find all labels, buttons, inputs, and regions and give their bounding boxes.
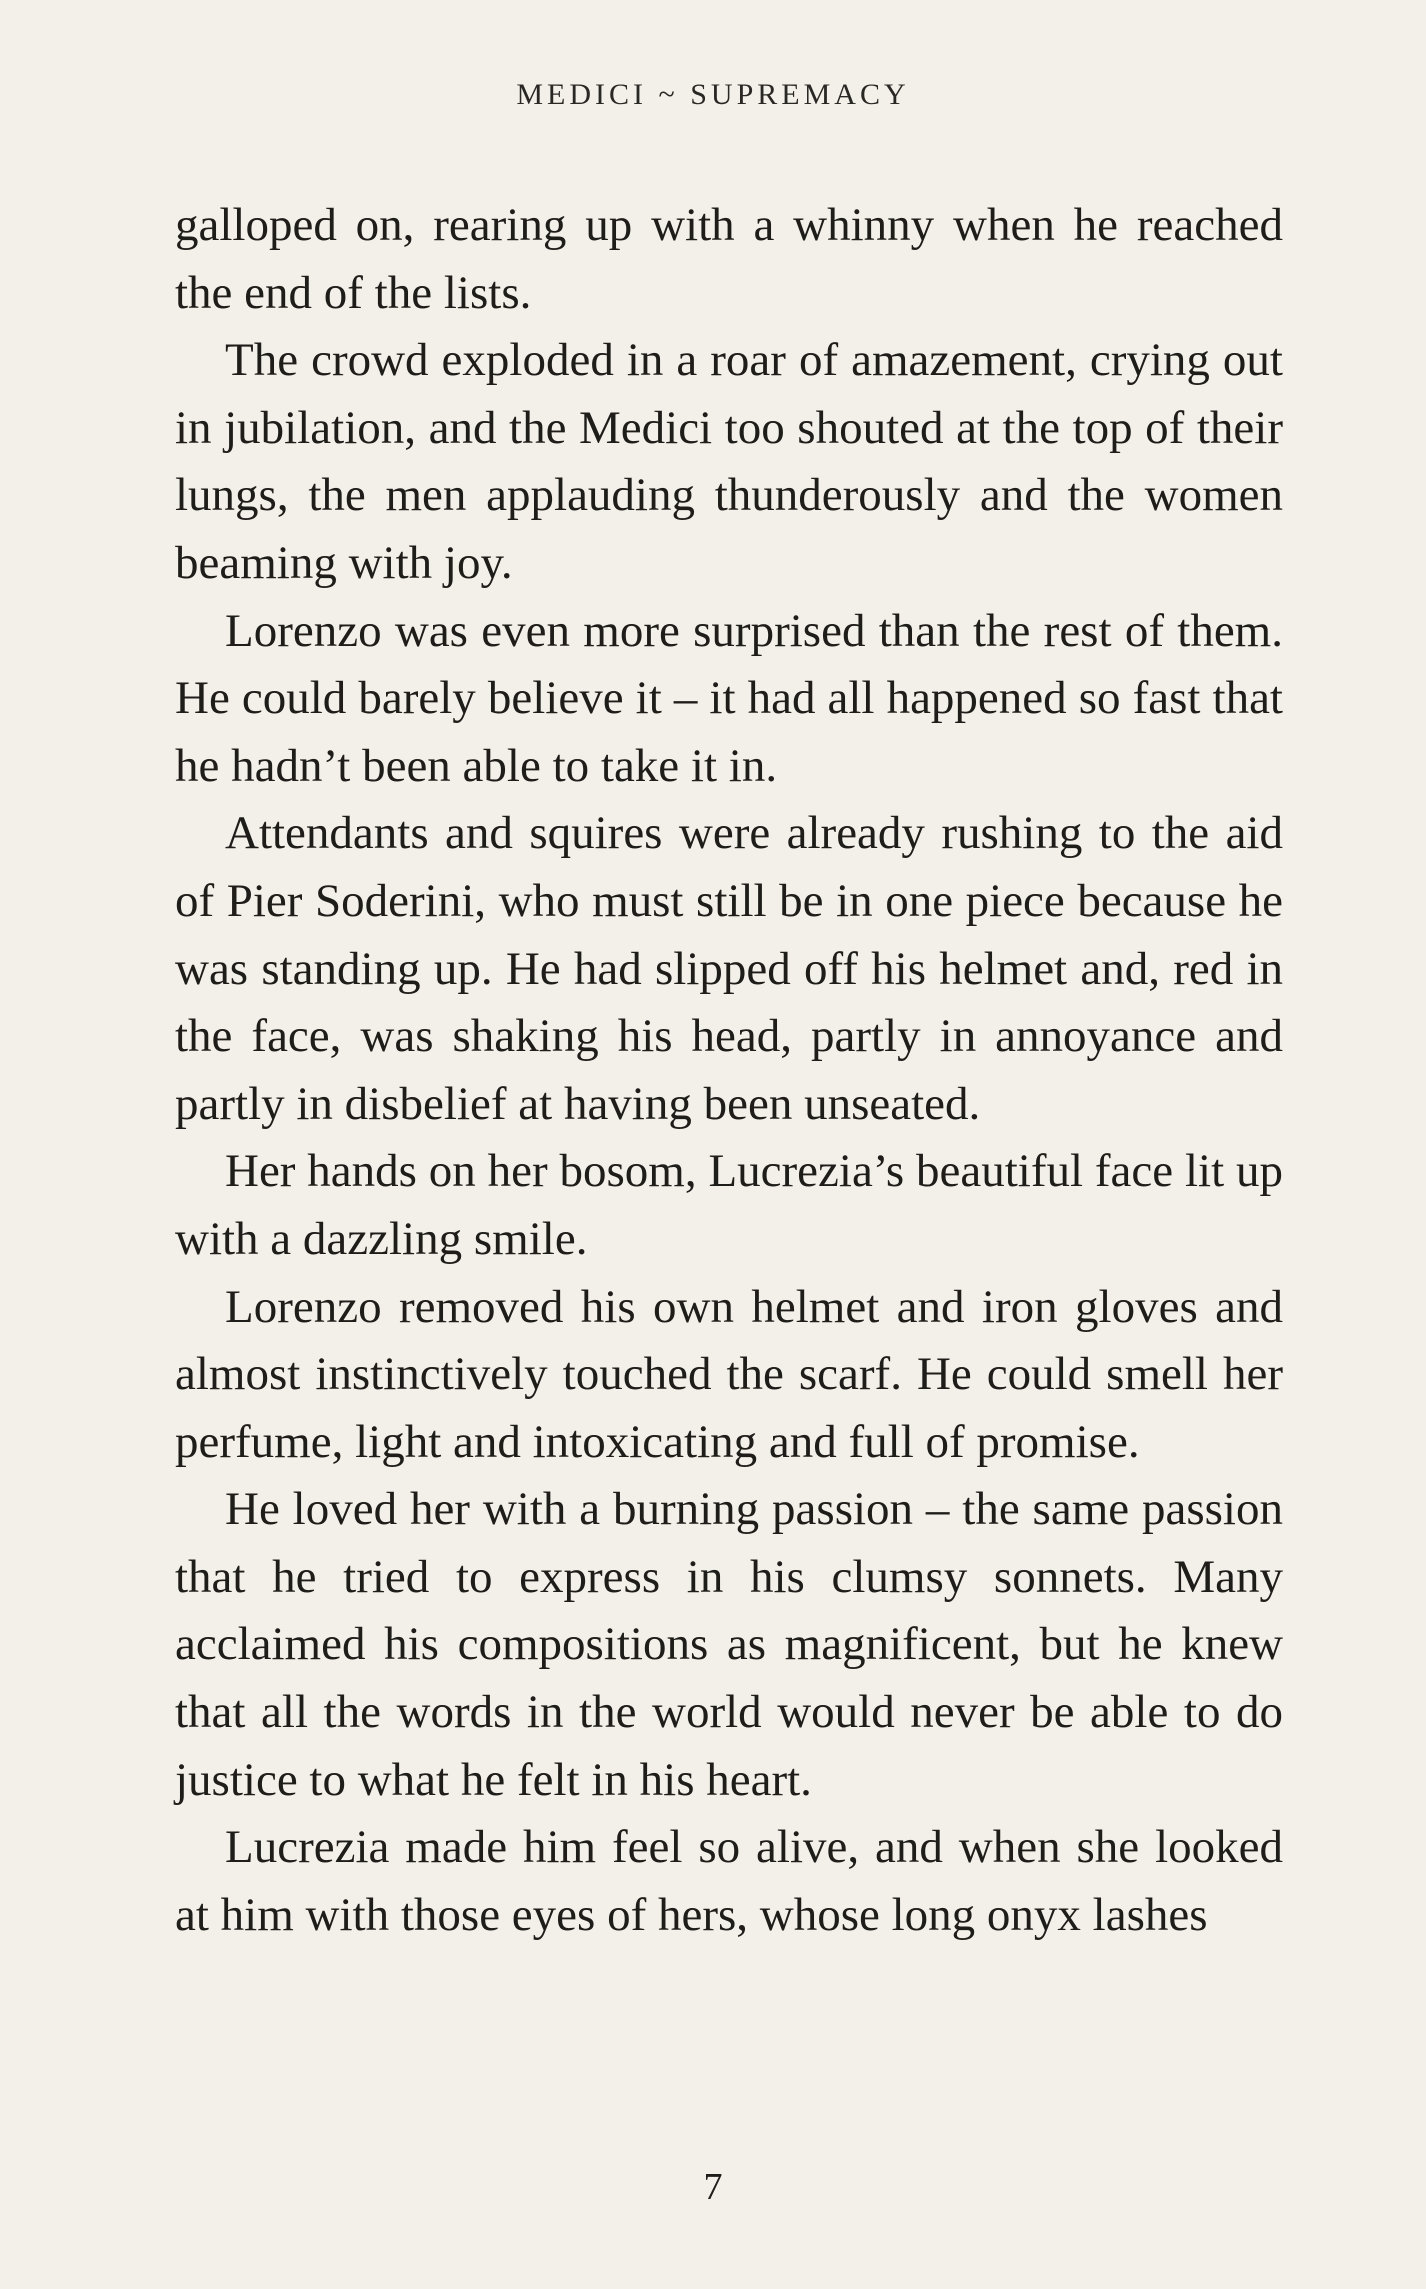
- paragraph: galloped on, rearing up with a whinny when he reached the end of the lists.: [175, 199, 1283, 319]
- running-head: MEDICI ~ SUPREMACY: [516, 78, 910, 111]
- paragraph: Her hands on her bosom, Lucrezia’s beautiful face lit up with a dazzling smile.: [175, 1145, 1283, 1265]
- paragraph: Lorenzo was even more surprised than the rest of them. He could barely believe it – it had all happened so fast that he hadn’t been able to take it in.: [175, 604, 1283, 792]
- paragraph: The crowd exploded in a roar of amazement, crying out in jubilation, and the Medici too shouted at the top of their lungs, the men applauding thunderously and the women beaming with joy.: [175, 334, 1283, 589]
- page-number: 7: [703, 2166, 723, 2208]
- paragraph: Attendants and squires were already rushing to the aid of Pier Soderini, who must still be in one piece because he was standing up. He had slipped off his helmet and, red in the face, was shaking his head, partly in annoyance and partly in disbelief at having been unseated.: [175, 807, 1283, 1130]
- paragraph: He loved her with a burning passion – the same passion that he tried to express in his clumsy sonnets. Many acclaimed his compositions as magnificent, but he knew that all the words in the world would never be able to do justice to what he felt in his heart.: [175, 1483, 1283, 1806]
- paragraph: Lucrezia made him feel so alive, and when she looked at him with those eyes of hers, whose long onyx lashes: [175, 1821, 1283, 1941]
- paragraph: Lorenzo removed his own helmet and iron gloves and almost instinctively touched the scarf. He could smell her perfume, light and intoxicating and full of promise.: [175, 1280, 1283, 1468]
- body-text: [175, 192, 1283, 1949]
